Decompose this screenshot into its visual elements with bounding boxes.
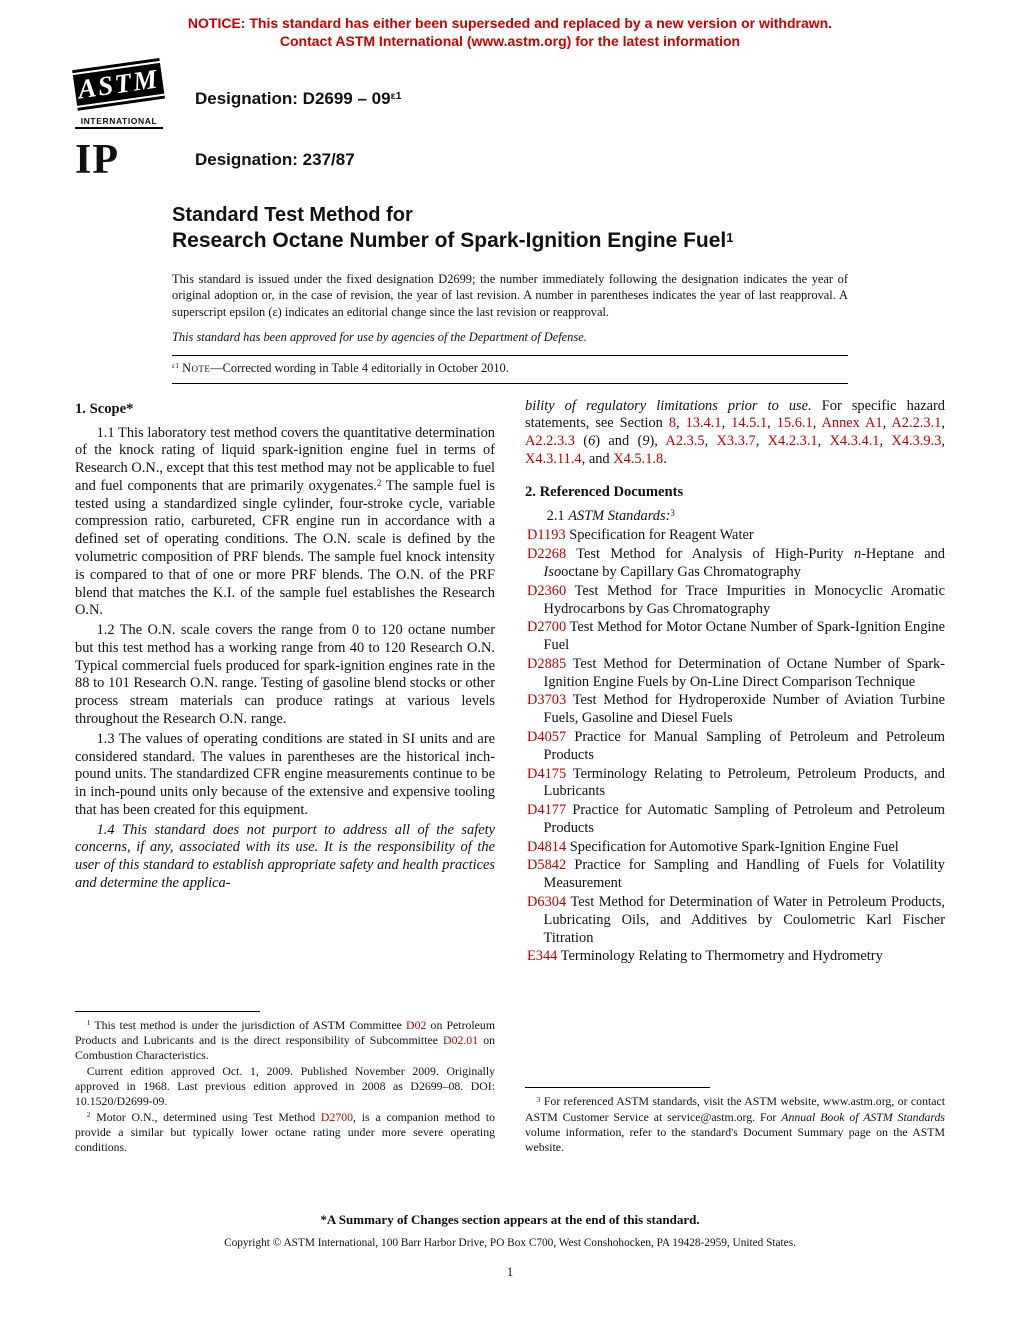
text-segment: 6 (588, 433, 596, 450)
paragraph-1-2 (75, 622, 495, 729)
doc-link[interactable]: Annex A1 (821, 415, 883, 432)
astm-designation-text (195, 89, 401, 109)
summary-of-changes-note: *A Summary of Changes section appears at the end of this standard. (320, 1212, 700, 1227)
section-1-heading: 1. Scope* (75, 400, 134, 417)
doc-link[interactable]: D2268 (527, 546, 567, 563)
doc-link[interactable]: D2700 (527, 619, 567, 636)
doc-link[interactable]: X4.3.9.3 (891, 433, 942, 450)
text-segment: 9 (642, 433, 650, 450)
doc-link[interactable]: 14.5.1 (731, 415, 768, 432)
doc-link[interactable]: X4.3.4.1 (829, 433, 880, 450)
text-segment: For referenced ASTM standards, visit the ASTM website, www.astm.org, or contact ASTM Customer Service at service@astm.org. For (525, 1094, 945, 1124)
right-footnotes (525, 1087, 945, 1155)
text-segment: 2.1 (546, 507, 569, 524)
text-segment: Specification for Reagent Water (565, 527, 754, 544)
reference-item (527, 857, 945, 893)
reference-item (527, 948, 945, 966)
text-segment: volume information, refer to the standard's Document Summary page on the ASTM website. (525, 1124, 945, 1155)
reference-list (527, 527, 945, 967)
doc-link[interactable]: D4177 (527, 802, 567, 819)
doc-link[interactable]: D4814 (527, 838, 567, 855)
section-2-heading: 2. Referenced Documents (525, 483, 684, 500)
reference-item (527, 802, 945, 838)
editorial-note (172, 355, 848, 384)
two-column-body (75, 398, 945, 1156)
doc-link[interactable]: D1193 (527, 527, 566, 544)
doc-link[interactable]: X4.2.3.1 (767, 433, 818, 450)
text-segment: 1.2 The O.N. scale covers the range from 0 to 120 octane number but this test method has a working range from 40 to 120 Research O.N. Typical commercial fuels produced for spark-ignition engines rate in the 88 to 101 Research O.N. range. Testing of gasoline blend stocks or other process stream materials can produce ratings at various levels throughout the Research O.N. range. (75, 622, 495, 728)
paragraph-1-1 (75, 425, 495, 621)
text-segment: n (853, 546, 862, 563)
text-segment: Iso (543, 563, 562, 580)
doc-link[interactable]: D2360 (527, 582, 567, 599)
footnote-1 (75, 1018, 495, 1064)
astm-logo-text: ASTM (76, 63, 161, 105)
doc-link[interactable]: 13.4.1 (685, 415, 722, 432)
text-segment: Note (182, 360, 211, 375)
text-segment: , (941, 433, 945, 450)
reference-item (527, 729, 945, 765)
left-footnotes (75, 1011, 495, 1156)
superscript: 1 (86, 1018, 91, 1028)
page-footer (75, 1212, 945, 1280)
ip-designation-row (75, 137, 945, 184)
right-column (525, 398, 945, 1156)
text-segment: , (676, 415, 686, 432)
footnote-edition: Current edition approved Oct. 1, 2009. Published November 2009. Originally approved in 1968. Last previous edition approved in 2008 as D2699–08. DOI: 10.1520/D2699-09. (75, 1063, 495, 1109)
doc-link[interactable]: A2.3.5 (665, 433, 705, 450)
text-segment: Test Method for Analysis of High-Purity (566, 546, 854, 563)
text-segment: Designation: D2699 – 09 (195, 88, 391, 108)
reference-item (527, 839, 945, 857)
text-segment: For specific hazard statements, see Section (525, 397, 945, 432)
doc-link[interactable]: D4057 (527, 729, 567, 746)
text-segment: bility of regulatory limitations prior to use. (525, 397, 812, 414)
reference-item (527, 656, 945, 692)
text-segment: Terminology Relating to Petroleum, Petroleum Products, and Lubricants (543, 765, 945, 800)
doc-link[interactable]: D02 (406, 1017, 427, 1032)
text-segment: , (704, 433, 717, 450)
paragraph-1-4 (75, 822, 495, 893)
text-segment: Test Method for Trace Impurities in Monocyclic Aromatic Hydrocarbons by Gas Chromatography (543, 582, 945, 617)
doc-link[interactable]: D6304 (527, 894, 567, 911)
text-segment: —Corrected wording in Table 4 editorially in October 2010. (210, 360, 509, 375)
reference-item (527, 692, 945, 728)
text-segment: , (817, 433, 830, 450)
superscript: 1 (726, 229, 734, 245)
astm-logo (75, 63, 173, 129)
text-segment: Test Method for Hydroperoxide Number of Aviation Turbine Fuels, Gasoline and Diesel Fuels (543, 692, 945, 727)
notice-line-1: NOTICE: This standard has either been superseded and replaced by a new version or withdrawn. (187, 15, 833, 31)
reference-item (527, 766, 945, 802)
text-segment: ( (574, 433, 589, 450)
page-number: 1 (506, 1264, 514, 1279)
reference-item (527, 619, 945, 655)
doc-link[interactable]: X3.3.7 (716, 433, 756, 450)
ip-designation-text: Designation: 237/87 (195, 150, 355, 170)
text-segment: , (941, 415, 945, 432)
text-segment: , (812, 415, 822, 432)
supersession-notice (75, 14, 945, 50)
text-segment: , (767, 415, 777, 432)
text-segment: 1.3 The values of operating conditions are stated in SI units and are considered standard. The values in parentheses are the historical inch-pound units. The standardized CFR engine measurements continue to be in inch-pound units only because of the extensive and expensive tooling that has been created for this equipment. (75, 730, 495, 818)
title-line-2 (172, 228, 945, 254)
text-segment: ASTM Standards: (568, 507, 671, 524)
superscript: 3 (536, 1094, 541, 1104)
title-line-1: Standard Test Method for (172, 204, 413, 227)
reference-item (527, 894, 945, 947)
text-segment: , (721, 415, 732, 432)
left-column (75, 398, 495, 1156)
text-segment: ) and ( (595, 433, 643, 450)
doc-link[interactable]: A2.2.3.1 (891, 415, 942, 432)
text-segment: Research Octane Number of Spark-Ignition Engine Fuel (172, 229, 727, 253)
doc-link[interactable]: D5842 (527, 857, 567, 874)
footnote-3 (525, 1094, 945, 1155)
text-segment: ), (649, 433, 666, 450)
doc-link[interactable]: 15.6.1 (776, 415, 813, 432)
doc-link[interactable]: D3703 (527, 692, 567, 709)
text-segment: Specification for Automotive Spark-Ignition Engine Fuel (566, 838, 899, 855)
reference-item (527, 527, 945, 545)
text-segment: Terminology Relating to Thermometry and Hydrometry (557, 948, 883, 965)
text-segment: Practice for Automatic Sampling of Petroleum and Petroleum Products (543, 802, 945, 836)
astm-designation-row (75, 63, 945, 129)
text-segment: Test Method for Determination of Octane Number of Spark-Ignition Engine Fuels by On-Line Direct Comparison Technique (543, 655, 945, 690)
superscript: ε1 (390, 90, 402, 103)
reference-item (527, 546, 945, 582)
text-segment: -Heptane and (861, 546, 945, 563)
text-segment: This test method is under the jurisdiction of ASTM Committee (90, 1017, 407, 1032)
superscript: 2 (376, 477, 382, 488)
astm-logo-mark (72, 58, 165, 111)
copyright-line: Copyright © ASTM International, 100 Barr Harbor Drive, PO Box C700, West Conshohocken, PA 19428-2959, United States. (224, 1237, 796, 1249)
footnote-divider (525, 1087, 710, 1088)
doc-link[interactable]: D2885 (527, 655, 567, 672)
footnote-divider (75, 1011, 260, 1012)
text-segment: Motor O.N., determined using Test Method (90, 1109, 321, 1124)
text-segment: Annual Book of ASTM Standards (781, 1109, 945, 1124)
doc-link[interactable]: D2700 (320, 1109, 354, 1124)
ip-logo-text: IP (75, 137, 119, 184)
paragraph-1-3 (75, 731, 495, 820)
paragraph-2-1 (525, 508, 945, 526)
ip-logo (75, 137, 173, 184)
issuance-paragraph: This standard is issued under the fixed designation D2699; the number immediately following the designation indicates the year of original adoption or, in the case of revision, the year of last revision. A number in parentheses indicates the year of last reapproval. A superscript epsilon (ε) indicates an editorial change since the last revision or reapproval. (172, 271, 848, 319)
text-segment: Test Method for Motor Octane Number of Spark-Ignition Engine Fuel (543, 619, 945, 654)
text-segment: on Petroleum Products and Lubricants and is the direct responsibility of Subcommittee (75, 1017, 495, 1047)
dod-approval-line: This standard has been approved for use by agencies of the Department of Defense. (172, 329, 587, 344)
text-segment: . (663, 450, 667, 467)
text-segment: 1.4 This standard does not purport to address all of the safety concerns, if any, associated with its use. It is the responsibility of the user of this standard to establish appropriate safety and health practices and determine the applica- (75, 821, 495, 892)
superscript: 3 (670, 507, 675, 518)
notice-line-2: Contact ASTM International (www.astm.org) for the latest information (279, 33, 741, 50)
text-segment: Test Method for Determination of Water in Petroleum Products, Lubricating Oils, and Additives by Coulometric Karl Fischer Titration (543, 894, 945, 946)
footnote-2 (75, 1110, 495, 1156)
text-segment: octane by Capillary Gas Chromatography (561, 563, 801, 580)
astm-logo-international: INTERNATIONAL (75, 116, 163, 129)
text-segment: , and (581, 450, 614, 467)
superscript: ε1 (172, 361, 180, 371)
text-segment: 1.1 This laboratory test method covers the quantitative determination of the knock rating of liquid spark-ignition engine fuel in terms of Research O.N., except that this test method may not be applicable to fuel and fuel components that are primarily oxygenates. (75, 424, 495, 494)
doc-link[interactable]: X4.5.1.8 (613, 450, 664, 467)
text-segment: , is a companion method to provide a similar but typically lower octane rating under more severe operating conditions. (75, 1109, 495, 1155)
text-segment: , (879, 433, 892, 450)
text-segment: Practice for Manual Sampling of Petroleum and Petroleum Products (543, 729, 945, 763)
doc-link[interactable]: D4175 (527, 765, 567, 782)
reference-item (527, 583, 945, 619)
text-segment: , (882, 415, 892, 432)
doc-link[interactable]: A2.2.3.3 (525, 433, 575, 450)
text-segment: The sample fuel is tested using a standardized single cylinder, four-stroke cycle, variable compression ratio, carbureted, CFR engine run in accordance with a defined set of operating conditions. The O.N. scale is defined by the volumetric composition of PRF blends. The sample fuel knock intensity is compared to that of one or more PRF blends. The O.N. of the PRF blend that matches the K.I. of the sample fuel establishes the Research O.N. (75, 477, 495, 619)
doc-link[interactable]: 8 (668, 415, 677, 432)
text-segment: Practice for Sampling and Handling of Fuels for Volatility Measurement (543, 857, 945, 892)
paragraph-1-4-continued (525, 398, 945, 469)
doc-link[interactable]: E344 (527, 948, 558, 965)
text-segment: on Combustion Characteristics. (75, 1032, 495, 1063)
text-segment: , (755, 433, 768, 450)
document-title (172, 203, 945, 254)
doc-link[interactable]: X4.3.11.4 (525, 450, 582, 467)
doc-link[interactable]: D02.01 (443, 1032, 479, 1047)
superscript: 2 (86, 1110, 91, 1120)
